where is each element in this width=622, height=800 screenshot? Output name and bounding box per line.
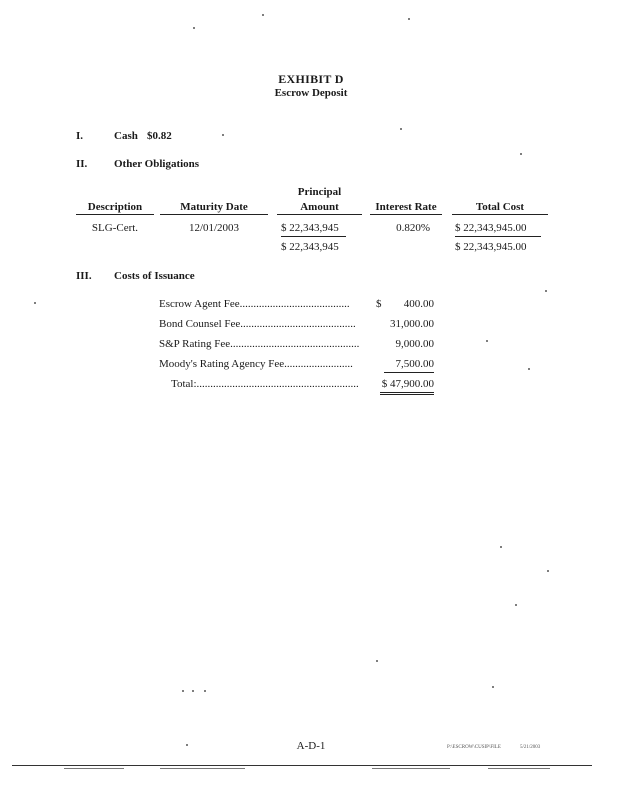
fee-label: Escrow Agent Fee bbox=[159, 298, 240, 310]
fee-line-sp-rating bbox=[159, 338, 369, 350]
fee-total-label: Total: bbox=[171, 378, 197, 390]
header-maturity-rule bbox=[160, 214, 268, 215]
row-total-cost: $ 22,343,945.00 bbox=[455, 222, 527, 234]
section-2-number: II. bbox=[76, 158, 88, 170]
header-principal-rule bbox=[277, 214, 362, 215]
section-3-label: Costs of Issuance bbox=[114, 270, 195, 282]
fee-line-escrow-agent bbox=[159, 298, 369, 310]
fee-leader-dots: .......................................... bbox=[240, 318, 356, 330]
fee-label: S&P Rating Fee bbox=[159, 338, 231, 350]
exhibit-subtitle: Escrow Deposit bbox=[274, 87, 348, 99]
fee-amount-escrow-agent: 400.00 bbox=[403, 298, 434, 310]
fee-line-moodys-rating bbox=[159, 358, 369, 370]
header-total-cost: Total Cost bbox=[475, 201, 525, 213]
fee-subtotal-rule bbox=[384, 372, 434, 373]
scan-speck bbox=[528, 368, 530, 370]
scan-speck bbox=[520, 153, 522, 155]
scan-speck bbox=[204, 690, 206, 692]
fee-line-bond-counsel bbox=[159, 318, 369, 330]
fee-label: Moody's Rating Agency Fee bbox=[159, 358, 285, 370]
header-description: Description bbox=[87, 201, 143, 213]
footer-rule bbox=[12, 765, 592, 766]
section-3-number: III. bbox=[76, 270, 92, 282]
footer-rule-fragment bbox=[160, 768, 245, 769]
header-rate-rule bbox=[370, 214, 442, 215]
header-principal-line2: Amount bbox=[300, 201, 339, 213]
section-2-label: Other Obligations bbox=[114, 158, 200, 170]
page-number: A-D-1 bbox=[296, 740, 326, 752]
fee-total-line bbox=[171, 378, 369, 390]
scan-speck bbox=[545, 290, 547, 292]
fee-total-amount: $ 47,900.00 bbox=[381, 378, 434, 390]
scan-speck bbox=[400, 128, 402, 130]
fee-leader-dots: ........................................ bbox=[239, 298, 350, 310]
footer-rule-fragment bbox=[488, 768, 550, 769]
row-maturity-date: 12/01/2003 bbox=[188, 222, 240, 234]
scan-speck bbox=[547, 570, 549, 572]
scan-speck bbox=[408, 18, 410, 20]
scan-speck bbox=[376, 660, 378, 662]
header-maturity-date: Maturity Date bbox=[180, 201, 248, 213]
scan-speck bbox=[222, 134, 224, 136]
scan-speck bbox=[515, 604, 517, 606]
section-1-value: $0.82 bbox=[147, 130, 172, 142]
exhibit-title: EXHIBIT D bbox=[278, 72, 344, 86]
footer-rule-fragment bbox=[64, 768, 124, 769]
scan-speck bbox=[186, 744, 188, 746]
total-principal: $ 22,343,945 bbox=[281, 241, 339, 253]
scan-speck bbox=[192, 690, 194, 692]
total-cost-sum: $ 22,343,945.00 bbox=[455, 241, 527, 253]
section-1-number: I. bbox=[76, 130, 84, 142]
fee-amount-bond-counsel: 31,000.00 bbox=[390, 318, 434, 330]
scan-speck bbox=[34, 302, 36, 304]
header-principal-line1: Principal bbox=[297, 186, 342, 198]
row-interest-rate: 0.820% bbox=[396, 222, 430, 234]
fee-label: Bond Counsel Fee bbox=[159, 318, 241, 330]
scan-speck bbox=[492, 686, 494, 688]
scan-speck bbox=[486, 340, 488, 342]
fee-leader-dots: ............................................... bbox=[230, 338, 360, 350]
scan-speck bbox=[262, 14, 264, 16]
footer-date-code: 5/21/2003 bbox=[520, 745, 541, 750]
fee-total-double-rule-2 bbox=[380, 394, 434, 395]
header-interest-rate: Interest Rate bbox=[375, 201, 437, 213]
row-principal-underline bbox=[281, 236, 346, 237]
fee-amount-moodys-rating: 7,500.00 bbox=[395, 358, 434, 370]
scan-speck bbox=[193, 27, 195, 29]
fee-amount-sp-rating: 9,000.00 bbox=[395, 338, 434, 350]
fee-leader-dots: ......................... bbox=[284, 358, 353, 370]
fee-leader-dots: ........................................................... bbox=[196, 378, 359, 390]
footer-rule-fragment bbox=[372, 768, 450, 769]
row-description: SLG-Cert. bbox=[91, 222, 139, 234]
row-total-underline bbox=[455, 236, 541, 237]
scan-speck bbox=[182, 690, 184, 692]
fee-currency: $ bbox=[376, 298, 382, 310]
header-description-rule bbox=[76, 214, 154, 215]
section-1-label: Cash bbox=[114, 130, 138, 142]
row-principal: $ 22,343,945 bbox=[281, 222, 339, 234]
fee-total-double-rule-1 bbox=[380, 392, 434, 393]
header-total-rule bbox=[452, 214, 548, 215]
scan-speck bbox=[500, 546, 502, 548]
footer-doc-code: P:\ESCROW\CUSIP\FILE bbox=[447, 745, 501, 750]
